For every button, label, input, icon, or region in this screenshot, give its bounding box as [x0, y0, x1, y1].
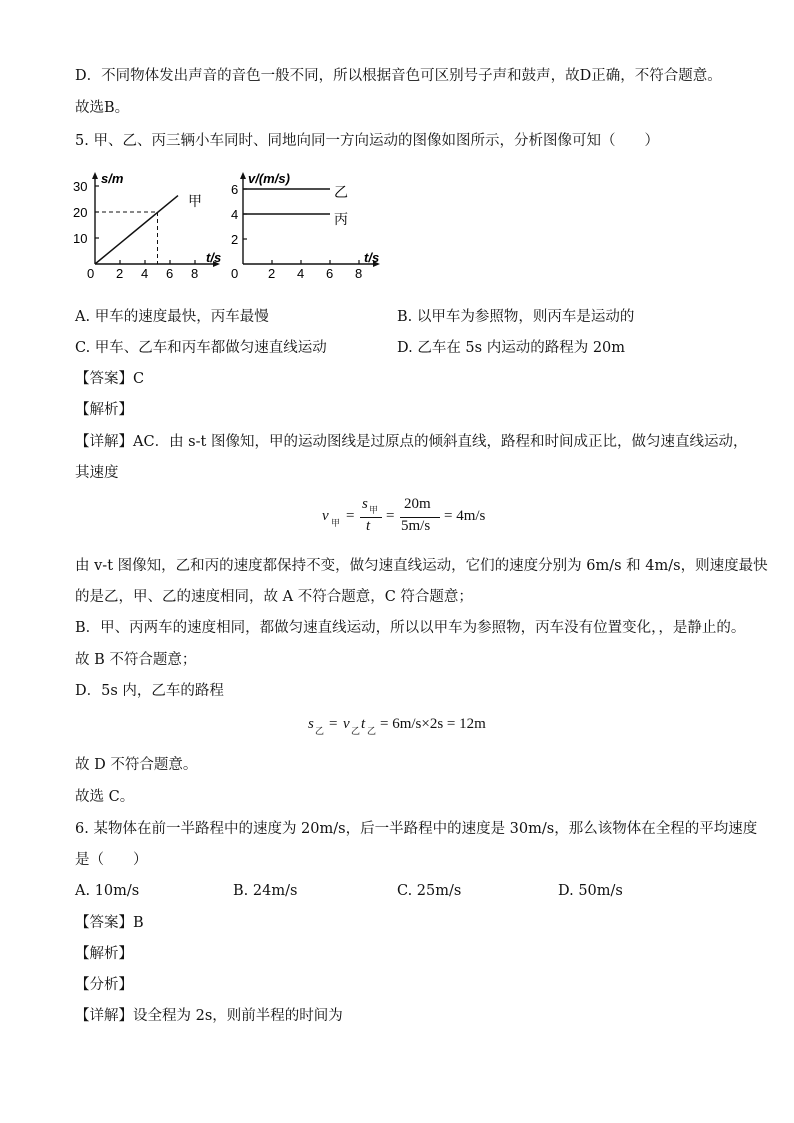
series-label-bing: 丙 — [334, 211, 348, 227]
series-label-jia: 甲 — [188, 193, 202, 209]
x-tick-label: 6 — [326, 266, 334, 281]
q6-option-a: A. 10m/s — [75, 883, 140, 899]
equation-distance-yi: s 乙 = v 乙 t 乙 = 6m/s×2s = 12m — [308, 716, 486, 736]
q6-option-b: B. 24m/s — [233, 883, 298, 899]
text-line: 由 v-t 图像知，乙和丙的速度都保持不变，做匀速直线运动，它们的速度分别为 6m/s 和 4m/s，则速度最快 — [75, 558, 768, 574]
text-line: 故 B 不符合题意； — [75, 652, 197, 668]
question-5: 5. 甲、乙、丙三辆小车同时、同地向同一方向运动的图像如图所示，分析图像可知（ ） — [75, 133, 659, 149]
text-line: B．甲、丙两车的速度相同，都做匀速直线运动，所以以甲车为参照物，丙车没有位置变化，，是静止的。 — [75, 620, 746, 636]
text-line: 故选 C。 — [75, 789, 135, 805]
x-tick-label: 2 — [116, 266, 124, 281]
answer-5: 【答案】C — [75, 371, 145, 387]
chart-v-t — [228, 170, 388, 290]
y-tick-label: 10 — [73, 231, 88, 246]
text-line: 【详解】AC．由 s-t 图像知，甲的运动图线是过原点的倾斜直线，路程和时间成正比，做匀速直线运动， — [75, 434, 748, 450]
q6-option-c: C. 25m/s — [397, 883, 462, 899]
y-tick-label: 20 — [73, 205, 88, 220]
q5-option-b: B. 以甲车为参照物，则丙车是运动的 — [397, 309, 635, 325]
x-tick-label: 8 — [355, 266, 363, 281]
x-tick-label: 6 — [166, 266, 174, 281]
equation-speed-jia: v 甲 = s 甲 t = 20m 5m/s = 4m/s — [322, 496, 486, 534]
y-axis-label: s/m — [101, 171, 124, 186]
text-line: 的是乙，甲、乙的速度相同，故 A 不符合题意，C 符合题意； — [75, 589, 473, 605]
question-6: 6. 某物体在前一半路程中的速度为 20m/s，后一半路程中的速度是 30m/s，那么该物体在全程的平均速度 — [75, 821, 758, 837]
text-line: 其速度 — [75, 465, 119, 481]
x-tick-label: 0 — [231, 266, 239, 281]
y-tick-label: 6 — [231, 182, 239, 197]
x-tick-label: 2 — [268, 266, 276, 281]
text-line: D．5s 内，乙车的路程 — [75, 683, 224, 699]
text-line: 【详解】设全程为 2s，则前半程的时间为 — [75, 1008, 343, 1024]
answer-6: 【答案】B — [75, 915, 144, 931]
y-axis-label: v/(m/s) — [248, 171, 290, 186]
x-axis-label: t/s — [206, 250, 222, 265]
y-tick-label: 4 — [231, 207, 239, 222]
x-tick-label: 8 — [191, 266, 199, 281]
series-label-yi: 乙 — [334, 184, 348, 200]
q6-option-d: D. 50m/s — [558, 883, 623, 899]
analysis-heading: 【解析】 — [75, 402, 133, 418]
x-tick-label: 4 — [141, 266, 149, 281]
chart-s-t — [70, 170, 220, 290]
q5-option-c: C. 甲车、乙车和丙车都做匀速直线运动 — [75, 340, 327, 356]
y-tick-label: 30 — [73, 179, 88, 194]
text-line: 故 D 不符合题意。 — [75, 757, 198, 773]
text-line: 故选B。 — [75, 100, 130, 116]
y-tick-label: 2 — [231, 232, 239, 247]
q5-option-d: D. 乙车在 5s 内运动的路程为 20m — [397, 340, 626, 356]
series-line-jia — [95, 196, 178, 264]
question-6-cont: 是（ ） — [75, 852, 148, 868]
q5-option-a: A. 甲车的速度最快，丙车最慢 — [75, 309, 269, 325]
x-tick-label: 4 — [297, 266, 305, 281]
x-axis-label: t/s — [364, 250, 380, 265]
text-line: D．不同物体发出声音的音色一般不同，所以根据音色可区别号子声和鼓声，故D正确，不符合题意。 — [75, 68, 722, 84]
analysis-heading: 【解析】 — [75, 946, 133, 962]
analysis-subheading: 【分析】 — [75, 977, 133, 993]
x-tick-label: 0 — [87, 266, 95, 281]
